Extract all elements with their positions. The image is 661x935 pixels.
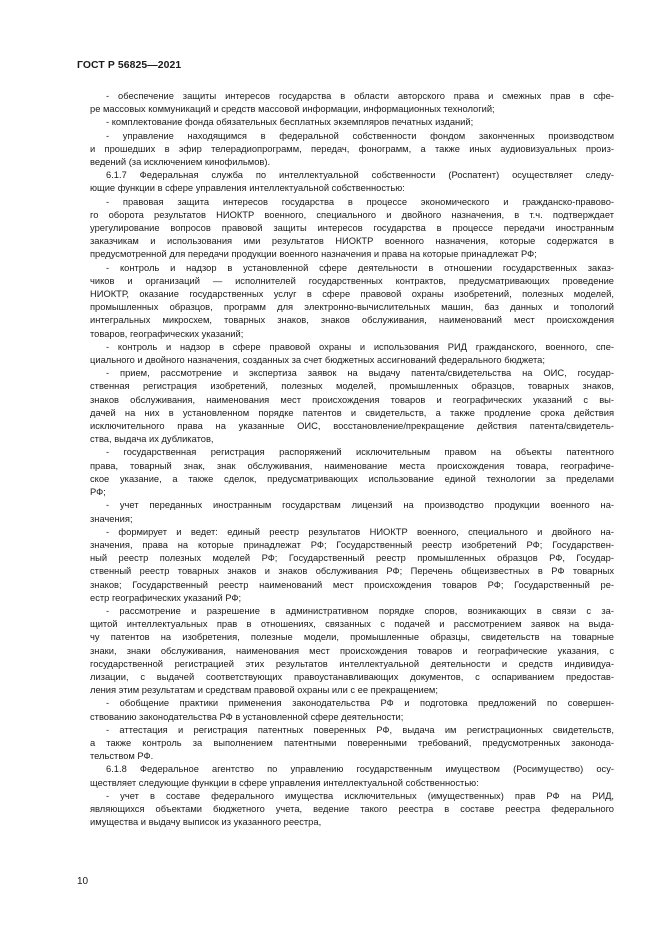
paragraph xyxy=(90,196,614,262)
text-line: - формирует и ведет: единый реестр результатов НИОКТР военного, специального и двойного на- xyxy=(106,526,614,537)
text-line: являющихся объектами бюджетного учета, ведение такого реестра в составе реестра федерального xyxy=(90,803,614,814)
text-line: товаров, географических указаний; xyxy=(90,328,244,339)
text-line: го оборота результатов НИОКТР военного, специального и двойного назначения, в т.ч. подтверждает xyxy=(90,209,614,220)
text-line: значения, права на которые принадлежат РФ; Государственный реестр изобретений РФ; Государствен- xyxy=(90,539,614,550)
text-line: естр географических указаний РФ; xyxy=(90,592,242,603)
paragraph xyxy=(90,116,614,129)
text-line: ществляет следующие функции в сфере управления интеллектуальной собственностью: xyxy=(90,777,479,788)
text-line: заказчикам и использования ими результатов НИОКТР военного назначения, которые содержатся в xyxy=(90,236,614,247)
text-line: - управление находящимся в федеральной собственности фондом законченных производством xyxy=(106,130,614,141)
text-line: ства, выдача их дубликатов, xyxy=(90,434,214,445)
text-line: циального и двойного назначения, созданных за счет бюджетных ассигнований федерального бюджета; xyxy=(90,355,545,366)
text-line: ре массовых коммуникаций и средств массовой информации, информационных технологий; xyxy=(90,104,495,115)
text-line: щитой интеллектуальных прав в отношениях, связанных с подачей и рассмотрением заявок на выда- xyxy=(90,619,614,630)
text-line: ный реестр полезных моделей РФ; Государственный реестр промышленных образцов РФ, Государ- xyxy=(90,553,614,564)
text-line: знаки, знаки обслуживания, наименования мест происхождения товаров и географические указания, с xyxy=(90,645,614,656)
text-line: урегулирование вопросов правовой защиты интересов государства в процессе передачи иностранным xyxy=(90,223,614,234)
text-line: ления этим результатам и средствам правовой охраны или с ее прекращением; xyxy=(90,685,438,696)
paragraph xyxy=(90,790,614,830)
paragraph xyxy=(90,605,614,697)
paragraph xyxy=(90,446,614,499)
text-line: - обобщение практики применения законодательства РФ и подготовка предложений по совершен- xyxy=(106,698,614,709)
text-line: знаков обслуживания, наименования мест происхождения товаров и географических указаний с вы- xyxy=(90,394,614,405)
document-body xyxy=(90,90,614,829)
text-line: - контроль и надзор в установленной сфере деятельности в отношении государственных заказ- xyxy=(106,262,614,273)
document-header: ГОСТ Р 56825—2021 xyxy=(77,60,182,71)
text-line: ственная регистрация изобретений, полезных моделей, промышленных образцов, товарных знаков, xyxy=(90,381,614,392)
text-line: лизации, с выдачей соответствующих правоустанавливающих документов, с оспариванием предостав- xyxy=(90,671,614,682)
text-line: предусмотренной для передачи продукции военного назначения и права на которые принадлежат РФ; xyxy=(90,249,537,260)
paragraph xyxy=(90,697,614,723)
text-line: ственный реестр товарных знаков и знаков обслуживания РФ; Перечень общеизвестных в РФ товарных xyxy=(90,566,614,577)
text-line: исключительного права на указанные ОИС, восстановление/прекращение действия патента/свидетель- xyxy=(90,421,614,432)
text-line: ское указание, а также сделок, предусматривающих использование единой технологии за пределами xyxy=(90,473,614,484)
text-line: ствованию законодательства РФ в установленной сфере деятельности; xyxy=(90,711,404,722)
paragraph xyxy=(90,526,614,605)
text-line: - комплектование фонда обязательных бесплатных экземпляров печатных изданий; xyxy=(106,117,474,128)
text-line: промышленных образцов, программ для электронно-вычислительных машин, баз данных и топологий xyxy=(90,302,614,313)
text-line: государственной регистрацией этих результатов интеллектуальной деятельности и средств индивидуа- xyxy=(90,658,614,669)
paragraph xyxy=(90,262,614,341)
text-line: значения; xyxy=(90,513,133,524)
text-line: - учет в составе федерального имущества исключительных (имущественных) прав РФ на РИД, xyxy=(106,790,614,801)
text-line: РФ; xyxy=(90,487,106,498)
text-line: а также контроль за выполнением патентными поверенными требований, предусмотренных законода- xyxy=(90,737,614,748)
text-line: - обеспечение защиты интересов государства в области авторского права и смежных прав в сфе- xyxy=(106,91,614,101)
text-line: НИОКТР, оказание государственных услуг в сфере правовой охраны изобретений, полезных моделей, xyxy=(90,289,614,300)
text-line: - учет переданных иностранным государствам лицензий на производство продукции военного на- xyxy=(106,500,614,511)
paragraph xyxy=(90,499,614,525)
text-line: интегральных микросхем, товарных знаков, знаков обслуживания, наименований мест происхождения xyxy=(90,315,614,326)
text-line: ведений (за исключением кинофильмов). xyxy=(90,157,271,168)
text-line: - государственная регистрация распоряжений исключительным правом на объекты патентного xyxy=(106,447,614,458)
text-line: 6.1.7 Федеральная служба по интеллектуальной собственности (Роспатент) осуществляет следу- xyxy=(106,170,614,181)
paragraph xyxy=(90,367,614,446)
text-line: имущества и выдачу выписок из указанного реестра, xyxy=(90,817,322,828)
paragraph xyxy=(90,130,614,170)
text-line: права, товарный знак, знак обслуживания, наименование места происхождения товара, географиче- xyxy=(90,460,614,471)
text-line: тельством РФ. xyxy=(90,751,154,762)
text-line: знаков; Государственный реестр наименований мест происхождения товаров РФ; Государственный ре- xyxy=(90,579,614,590)
text-line: - аттестация и регистрация патентных поверенных РФ, выдача им регистрационных свидетельств, xyxy=(106,724,614,735)
paragraph xyxy=(90,341,614,367)
text-line: 6.1.8 Федеральное агентство по управлению государственным имуществом (Росимущество) осу- xyxy=(106,764,614,775)
page-number: 10 xyxy=(77,876,89,887)
paragraph xyxy=(90,90,614,116)
text-line: чу патентов на изобретения, полезные модели, промышленные образцы, свидетельств на товарные xyxy=(90,632,614,643)
paragraph xyxy=(90,169,614,195)
text-line: - правовая защита интересов государства в процессе экономического и гражданско-правово- xyxy=(106,196,614,207)
text-line: чиков и организаций — исполнителей государственных контрактов, предусматривающих проведение xyxy=(90,275,614,286)
paragraph xyxy=(90,724,614,764)
text-line: - рассмотрение и разрешение в административном порядке споров, возникающих в связи с за- xyxy=(106,605,614,616)
paragraph xyxy=(90,763,614,789)
text-line: дачей на них в установленном порядке патентов и свидетельств, а также продление срока действия xyxy=(90,407,614,418)
text-line: - прием, рассмотрение и экспертиза заявок на выдачу патента/свидетельства на ОИС, государ- xyxy=(106,368,614,379)
text-line: ющие функции в сфере управления интеллектуальной собственностью: xyxy=(90,183,405,194)
text-line: - контроль и надзор в сфере правовой охраны и использования РИД гражданского, военного, спе- xyxy=(106,341,614,352)
text-line: и прошедших в эфир телерадиопрограмм, передач, фонограмм, а также иных аудиовизуальных произ- xyxy=(90,143,614,154)
